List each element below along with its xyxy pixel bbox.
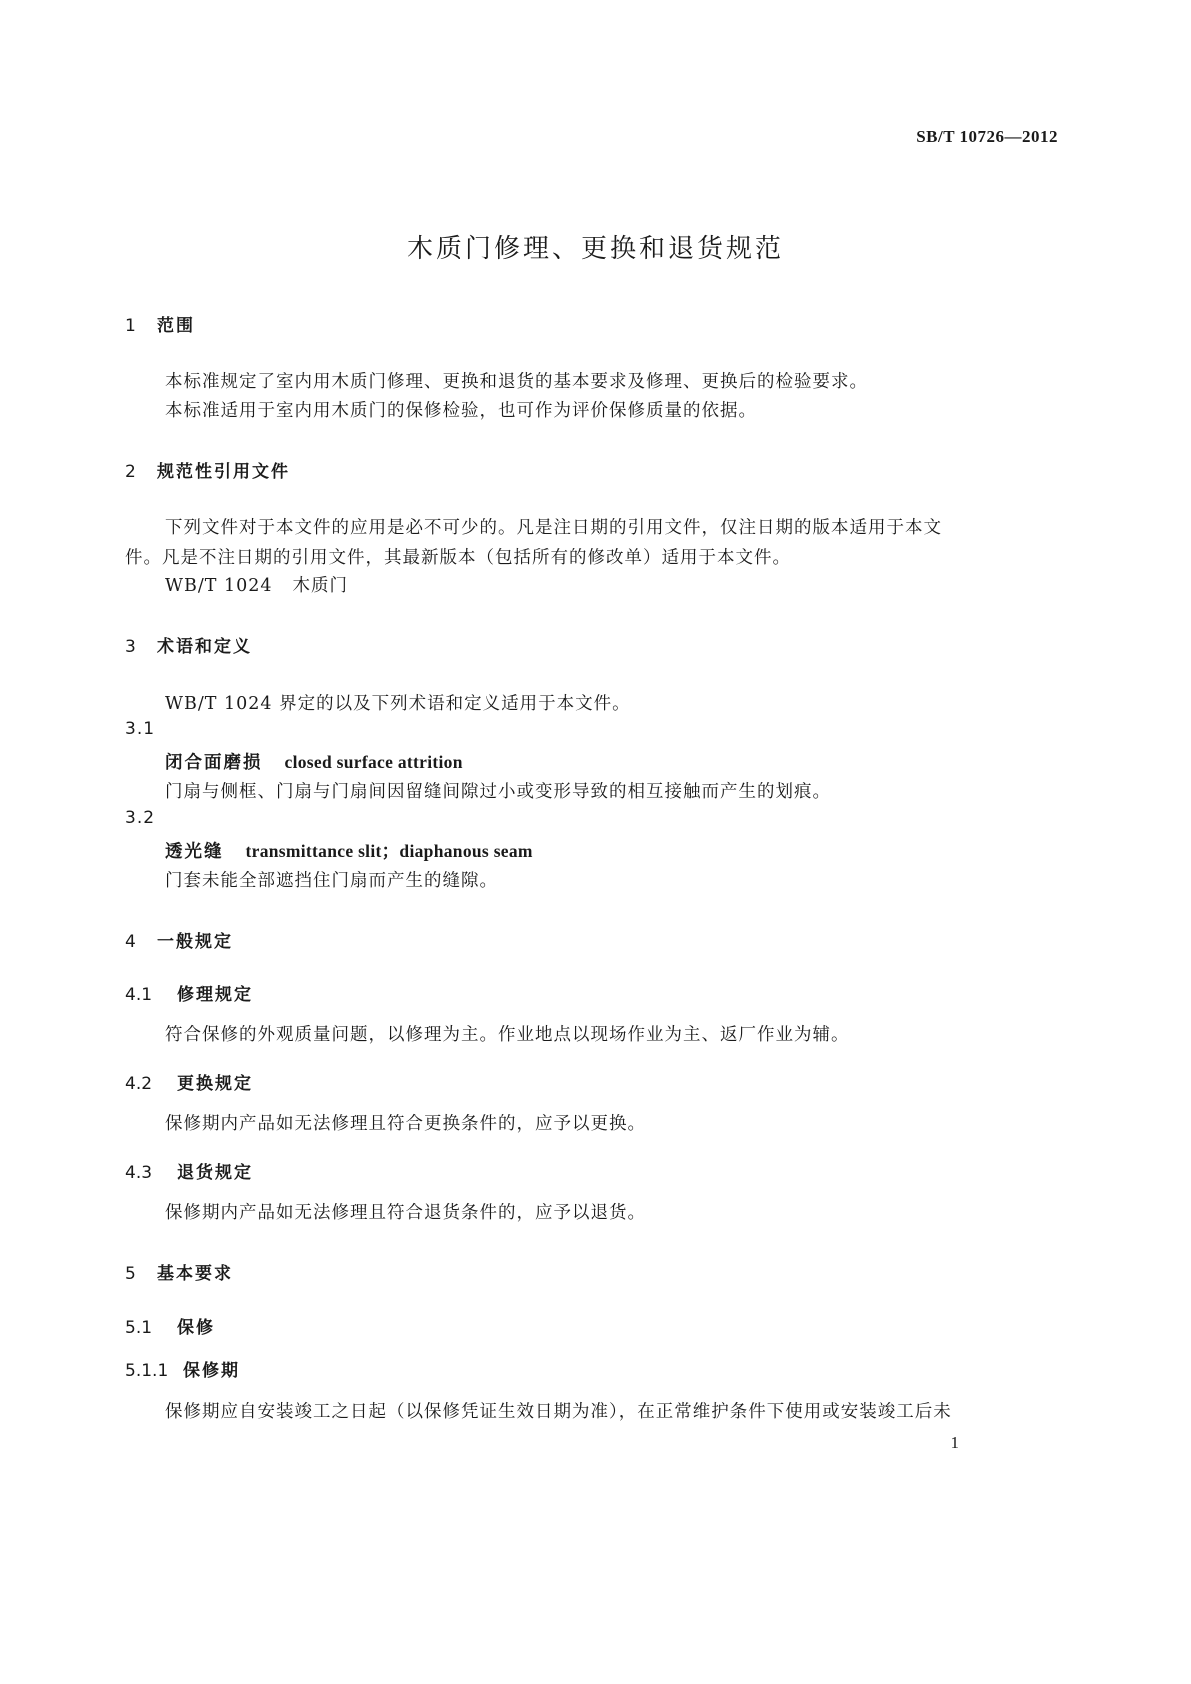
section-3-heading: [125, 632, 252, 657]
paragraph: 本标准规定了室内用木质门修理、更换和退货的基本要求及修理、更换后的检验要求。: [165, 372, 868, 392]
subsection-4-1-heading: [125, 980, 253, 1005]
paragraph: 保修期内产品如无法修理且符合更换条件的，应予以更换。: [165, 1114, 646, 1134]
section-title: 规范性引用文件: [157, 462, 290, 482]
subsection-4-3-heading: [125, 1158, 253, 1183]
term-definition: 门扇与侧框、门扇与门扇间因留缝间隙过小或变形导致的相互接触而产生的划痕。: [165, 782, 831, 802]
term-chinese: 闭合面磨损: [165, 753, 263, 773]
normative-reference: [165, 572, 348, 597]
term-number: 3.1: [125, 719, 156, 739]
paragraph: 保修期内产品如无法修理且符合退货条件的，应予以退货。: [165, 1203, 646, 1223]
page-number: 1: [950, 1433, 959, 1452]
term-entry: [165, 749, 463, 774]
reference-title: 木质门: [292, 576, 349, 596]
section-number: 3: [125, 637, 136, 657]
section-1-heading: [125, 311, 195, 336]
section-number: 1: [125, 316, 136, 336]
paragraph: 符合保修的外观质量问题，以修理为主。作业地点以现场作业为主、返厂作业为辅。: [165, 1025, 850, 1045]
subsection-4-2-heading: [125, 1069, 253, 1094]
term-definition: 门套未能全部遮挡住门扇而产生的缝隙。: [165, 871, 498, 891]
subsection-number: 5.1.1: [125, 1361, 169, 1381]
subsection-title: 更换规定: [177, 1074, 253, 1094]
document-title: 木质门修理、更换和退货规范: [406, 234, 784, 264]
subsection-number: 4.2: [125, 1074, 153, 1094]
subsection-5-1-heading: [125, 1313, 215, 1338]
section-number: 4: [125, 932, 136, 952]
subsection-title: 保修期: [183, 1361, 240, 1381]
section-title: 一般规定: [157, 932, 233, 952]
term-number: 3.2: [125, 808, 156, 828]
section-title: 基本要求: [157, 1264, 233, 1284]
section-4-heading: [125, 927, 233, 952]
section-number: 2: [125, 462, 136, 482]
paragraph: 本标准适用于室内用木质门的保修检验，也可作为评价保修质量的依据。: [165, 401, 757, 421]
reference-code: WB/T 1024: [165, 576, 273, 596]
term-chinese: 透光缝: [165, 842, 224, 862]
paragraph: WB/T 1024 界定的以及下列术语和定义适用于本文件。: [165, 694, 631, 714]
section-title: 术语和定义: [157, 637, 252, 657]
standard-code: SB/T 10726—2012: [916, 127, 1058, 146]
subsection-title: 保修: [177, 1318, 215, 1338]
term-english: transmittance slit；diaphanous seam: [245, 841, 533, 861]
subsection-number: 4.1: [125, 985, 153, 1005]
section-2-heading: [125, 457, 290, 482]
paragraph-continuation: 件。凡是不注日期的引用文件，其最新版本（包括所有的修改单）适用于本文件。: [125, 548, 791, 568]
term-english: closed surface attrition: [284, 752, 463, 772]
subsection-5-1-1-heading: [125, 1356, 240, 1381]
paragraph: 保修期应自安装竣工之日起（以保修凭证生效日期为准），在正常维护条件下使用或安装竣工后未: [165, 1402, 952, 1422]
term-entry: [165, 838, 533, 863]
subsection-title: 修理规定: [177, 985, 253, 1005]
subsection-title: 退货规定: [177, 1163, 253, 1183]
paragraph: 下列文件对于本文件的应用是必不可少的。凡是注日期的引用文件，仅注日期的版本适用于本文: [165, 518, 942, 538]
subsection-number: 4.3: [125, 1163, 153, 1183]
section-number: 5: [125, 1264, 136, 1284]
subsection-number: 5.1: [125, 1318, 153, 1338]
section-title: 范围: [157, 316, 195, 336]
section-5-heading: [125, 1259, 233, 1284]
